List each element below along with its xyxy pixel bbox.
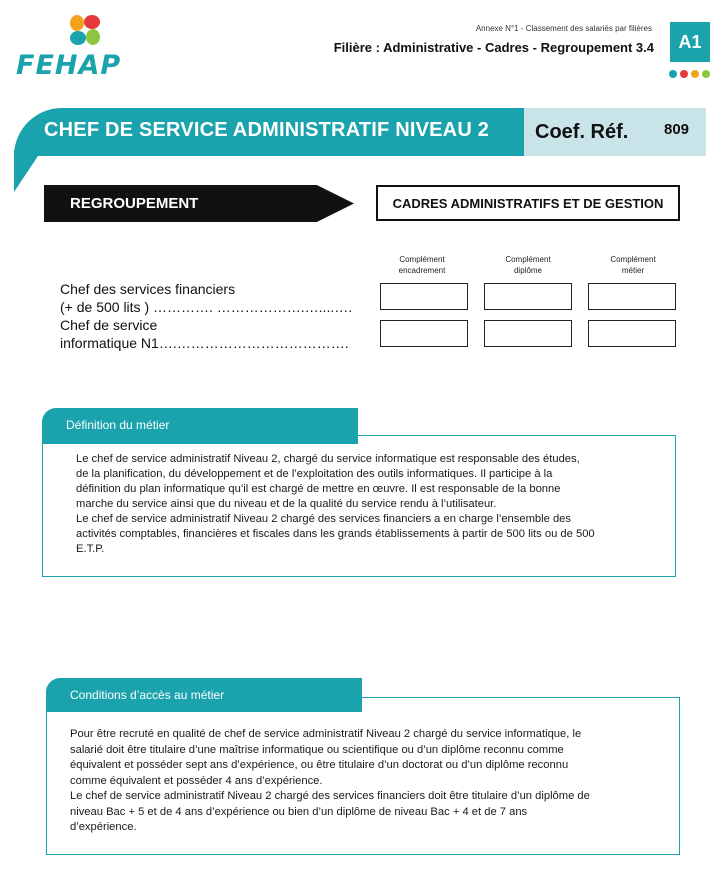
fehap-logo — [16, 14, 122, 81]
regroupement-value-box — [376, 185, 680, 221]
logo-petals-icon — [68, 14, 102, 48]
complement-box-metier-informatique[interactable] — [588, 320, 676, 347]
annexe-label: Annexe N°1 - Classement des salariés par filières — [475, 24, 652, 33]
dot-teal — [669, 70, 677, 78]
job-title: CHEF DE SERVICE ADMINISTRATIF NIVEAU 2 — [44, 119, 490, 141]
regroupement-label: REGROUPEMENT — [70, 195, 199, 212]
complement-header-metier: Complément métier — [610, 255, 656, 275]
color-dots — [669, 70, 710, 78]
coef-value: 809 — [664, 121, 690, 138]
conditions-tab — [46, 678, 362, 712]
dot-red — [680, 70, 688, 78]
filiere-heading: Filière : Administrative - Cadres - Regroupement 3.4 — [333, 40, 654, 55]
complement-header-diplome: Complément diplôme — [505, 255, 551, 275]
definition-title: Définition du métier — [66, 418, 170, 432]
dot-orange — [691, 70, 699, 78]
definition-text: Le chef de service administratif Niveau 2, chargé du service informatique est responsable des études, de la planification, du développement et de l’exploitation des outils informatiques. Il participe à la définition du plan informatique qu’il est chargé de mettre en œuvre. Il est responsable de la bonne marche du service ainsi que du niveau et de la qualité du service rendu à l’utilisateur. Le chef de service administratif Niveau 2 chargé des services financiers a en charge l’ensemble des activités comptables, financières et fiscales dans les grands établissements à partir de 500 lits ou de 500 E.T.P. — [76, 453, 595, 555]
complement-box-encadrement-informatique[interactable] — [380, 320, 468, 347]
definition-tab — [42, 408, 358, 444]
coef-label: Coef. Réf. — [535, 121, 629, 143]
logo-text: FEHAP — [16, 50, 122, 81]
complement-box-encadrement-finance[interactable] — [380, 283, 468, 310]
conditions-title: Conditions d’accès au métier — [70, 688, 225, 702]
complement-box-metier-finance[interactable] — [588, 283, 676, 310]
section-badge: A1 — [670, 22, 710, 62]
regroupement-value: CADRES ADMINISTRATIFS ET DE GESTION — [392, 195, 664, 211]
conditions-text: Pour être recruté en qualité de chef de service administratif Niveau 2 chargé du service informatique, le salarié doit être titulaire d’une maîtrise informatique ou scientifique ou d’un diplôme reconnu comme équivalent et posséder sept ans d’expérience, ou être titulaire d’un doctorat ou d’un diplôme reconnu comme équivalent et posséder 4 ans d’expérience. Le chef de service administratif Niveau 2 chargé des services financiers doit être titulaire d’un diplôme de niveau Bac + 5 et de 4 ans d’expérience ou bien d’un diplôme de niveau Bac + 4 et de 7 ans d’expérience. — [70, 728, 590, 833]
title-band-tail — [14, 150, 42, 192]
job-label-finance-1: Chef des services financiers — [60, 281, 236, 297]
complement-box-diplome-informatique[interactable] — [484, 320, 572, 347]
complement-header-encadrement: Complément encadrement — [398, 255, 446, 275]
job-label-informatique-1: Chef de service — [60, 317, 158, 333]
dot-green — [702, 70, 710, 78]
job-label-finance-2: (+ de 500 lits ) …………. ……………….…....…. — [60, 299, 353, 315]
complement-box-diplome-finance[interactable] — [484, 283, 572, 310]
job-label-informatique-2: informatique N1….………………………………. — [60, 335, 349, 351]
